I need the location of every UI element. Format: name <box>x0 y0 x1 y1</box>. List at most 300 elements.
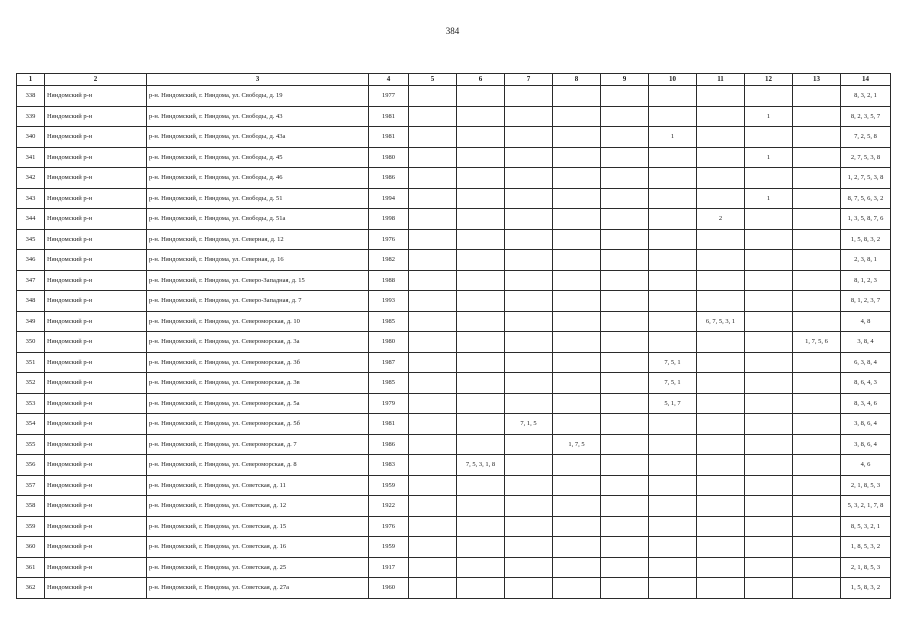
col12-cell <box>745 393 793 414</box>
col6-cell <box>457 496 505 517</box>
col5-cell <box>409 475 457 496</box>
address-cell: р-н. Няндомский, г. Няндома, ул. Свободы, д. 43а <box>147 127 369 148</box>
address-cell: р-н. Няндомский, г. Няндома, ул. Североморская, д. 3б <box>147 352 369 373</box>
col14-cell: 7, 2, 5, 8 <box>841 127 891 148</box>
col12-cell <box>745 86 793 107</box>
col14-cell: 3, 8, 6, 4 <box>841 414 891 435</box>
col13-cell <box>793 106 841 127</box>
table-row <box>17 516 891 537</box>
district-cell: Няндомский р-н <box>45 332 147 353</box>
col13-cell <box>793 209 841 230</box>
table-row <box>17 168 891 189</box>
col10-cell <box>649 537 697 558</box>
col10-cell: 5, 1, 7 <box>649 393 697 414</box>
col10-cell <box>649 86 697 107</box>
col7-cell <box>505 188 553 209</box>
address-cell: р-н. Няндомский, г. Няндома, ул. Советская, д. 16 <box>147 537 369 558</box>
col10-cell <box>649 455 697 476</box>
col7-cell <box>505 537 553 558</box>
col7-cell <box>505 475 553 496</box>
col14-cell: 4, 8 <box>841 311 891 332</box>
district-cell: Няндомский р-н <box>45 106 147 127</box>
col9-cell <box>601 229 649 250</box>
district-cell: Няндомский р-н <box>45 147 147 168</box>
col11-cell <box>697 332 745 353</box>
col9-cell <box>601 516 649 537</box>
address-cell: р-н. Няндомский, г. Няндома, ул. Советская, д. 12 <box>147 496 369 517</box>
row-number-cell: 341 <box>17 147 45 168</box>
col7-cell <box>505 393 553 414</box>
address-cell: р-н. Няндомский, г. Няндома, ул. Североморская, д. 5б <box>147 414 369 435</box>
table-row <box>17 373 891 394</box>
col8-cell <box>553 250 601 271</box>
table-row <box>17 537 891 558</box>
column-header: 10 <box>649 74 697 86</box>
col6-cell <box>457 311 505 332</box>
district-cell: Няндомский р-н <box>45 188 147 209</box>
col10-cell <box>649 147 697 168</box>
table-row <box>17 332 891 353</box>
col11-cell <box>697 475 745 496</box>
col12-cell <box>745 127 793 148</box>
table-row <box>17 434 891 455</box>
col6-cell <box>457 86 505 107</box>
column-header: 7 <box>505 74 553 86</box>
col8-cell <box>553 537 601 558</box>
col7-cell <box>505 434 553 455</box>
col13-cell <box>793 373 841 394</box>
district-cell: Няндомский р-н <box>45 86 147 107</box>
col12-cell <box>745 455 793 476</box>
col14-cell: 8, 2, 3, 5, 7 <box>841 106 891 127</box>
col5-cell <box>409 434 457 455</box>
col9-cell <box>601 168 649 189</box>
row-number-cell: 352 <box>17 373 45 394</box>
table-row <box>17 209 891 230</box>
col5-cell <box>409 188 457 209</box>
row-number-cell: 347 <box>17 270 45 291</box>
col8-cell <box>553 168 601 189</box>
col13-cell <box>793 229 841 250</box>
col5-cell <box>409 373 457 394</box>
col8-cell <box>553 270 601 291</box>
col9-cell <box>601 352 649 373</box>
year-cell: 1993 <box>369 291 409 312</box>
col5-cell <box>409 393 457 414</box>
col9-cell <box>601 291 649 312</box>
col12-cell: 1 <box>745 188 793 209</box>
col12-cell <box>745 250 793 271</box>
row-number-cell: 355 <box>17 434 45 455</box>
row-number-cell: 344 <box>17 209 45 230</box>
table-row <box>17 393 891 414</box>
row-number-cell: 350 <box>17 332 45 353</box>
col5-cell <box>409 291 457 312</box>
col12-cell <box>745 332 793 353</box>
col14-cell: 3, 8, 6, 4 <box>841 434 891 455</box>
year-cell: 1959 <box>369 475 409 496</box>
col13-cell <box>793 188 841 209</box>
col14-cell: 8, 6, 4, 3 <box>841 373 891 394</box>
year-cell: 1981 <box>369 127 409 148</box>
column-header: 1 <box>17 74 45 86</box>
col14-cell: 3, 8, 4 <box>841 332 891 353</box>
address-cell: р-н. Няндомский, г. Няндома, ул. Советская, д. 25 <box>147 557 369 578</box>
district-cell: Няндомский р-н <box>45 393 147 414</box>
row-number-cell: 348 <box>17 291 45 312</box>
col5-cell <box>409 414 457 435</box>
table-row <box>17 352 891 373</box>
col8-cell <box>553 147 601 168</box>
col7-cell <box>505 229 553 250</box>
col14-cell: 8, 1, 2, 3, 7 <box>841 291 891 312</box>
col14-cell: 8, 3, 4, 6 <box>841 393 891 414</box>
district-cell: Няндомский р-н <box>45 516 147 537</box>
year-cell: 1983 <box>369 455 409 476</box>
col14-cell: 2, 3, 8, 1 <box>841 250 891 271</box>
col7-cell: 7, 1, 5 <box>505 414 553 435</box>
col6-cell <box>457 475 505 496</box>
year-cell: 1994 <box>369 188 409 209</box>
col9-cell <box>601 414 649 435</box>
table-row <box>17 147 891 168</box>
col5-cell <box>409 168 457 189</box>
col14-cell: 2, 1, 8, 5, 3 <box>841 475 891 496</box>
col12-cell: 1 <box>745 106 793 127</box>
col11-cell <box>697 229 745 250</box>
table-row <box>17 578 891 599</box>
col10-cell <box>649 516 697 537</box>
col11-cell <box>697 393 745 414</box>
year-cell: 1982 <box>369 250 409 271</box>
col14-cell: 8, 5, 3, 2, 1 <box>841 516 891 537</box>
col13-cell <box>793 168 841 189</box>
address-cell: р-н. Няндомский, г. Няндома, ул. Североморская, д. 5а <box>147 393 369 414</box>
table-row <box>17 188 891 209</box>
address-cell: р-н. Няндомский, г. Няндома, ул. Северо-Западная, д. 7 <box>147 291 369 312</box>
col14-cell: 8, 1, 2, 3 <box>841 270 891 291</box>
row-number-cell: 351 <box>17 352 45 373</box>
col11-cell <box>697 270 745 291</box>
col9-cell <box>601 106 649 127</box>
col7-cell <box>505 496 553 517</box>
col5-cell <box>409 270 457 291</box>
table-row <box>17 270 891 291</box>
year-cell: 1985 <box>369 311 409 332</box>
column-header: 6 <box>457 74 505 86</box>
col8-cell <box>553 557 601 578</box>
address-cell: р-н. Няндомский, г. Няндома, ул. Северная, д. 16 <box>147 250 369 271</box>
col12-cell <box>745 537 793 558</box>
col11-cell <box>697 373 745 394</box>
col6-cell <box>457 516 505 537</box>
col8-cell <box>553 516 601 537</box>
district-cell: Няндомский р-н <box>45 250 147 271</box>
col13-cell <box>793 352 841 373</box>
col13-cell <box>793 291 841 312</box>
col6-cell <box>457 147 505 168</box>
col12-cell <box>745 168 793 189</box>
row-number-cell: 362 <box>17 578 45 599</box>
col12-cell <box>745 496 793 517</box>
address-cell: р-н. Няндомский, г. Няндома, ул. Свободы, д. 43 <box>147 106 369 127</box>
col10-cell <box>649 270 697 291</box>
col6-cell <box>457 106 505 127</box>
col12-cell <box>745 209 793 230</box>
col9-cell <box>601 86 649 107</box>
district-cell: Няндомский р-н <box>45 229 147 250</box>
col7-cell <box>505 250 553 271</box>
col5-cell <box>409 229 457 250</box>
col11-cell <box>697 250 745 271</box>
col13-cell <box>793 475 841 496</box>
year-cell: 1979 <box>369 393 409 414</box>
col6-cell <box>457 188 505 209</box>
year-cell: 1976 <box>369 516 409 537</box>
column-header: 4 <box>369 74 409 86</box>
col6-cell <box>457 537 505 558</box>
col5-cell <box>409 557 457 578</box>
col8-cell <box>553 311 601 332</box>
column-header: 14 <box>841 74 891 86</box>
address-cell: р-н. Няндомский, г. Няндома, ул. Свободы, д. 51а <box>147 209 369 230</box>
year-cell: 1981 <box>369 106 409 127</box>
col8-cell <box>553 229 601 250</box>
address-cell: р-н. Няндомский, г. Няндома, ул. Североморская, д. 3в <box>147 373 369 394</box>
col11-cell <box>697 434 745 455</box>
district-cell: Няндомский р-н <box>45 496 147 517</box>
col9-cell <box>601 557 649 578</box>
col14-cell: 4, 6 <box>841 455 891 476</box>
col9-cell <box>601 127 649 148</box>
year-cell: 1985 <box>369 373 409 394</box>
col9-cell <box>601 209 649 230</box>
district-cell: Няндомский р-н <box>45 209 147 230</box>
col8-cell <box>553 106 601 127</box>
col7-cell <box>505 127 553 148</box>
row-number-cell: 358 <box>17 496 45 517</box>
col6-cell <box>457 168 505 189</box>
col9-cell <box>601 250 649 271</box>
table-row <box>17 106 891 127</box>
col11-cell <box>697 557 745 578</box>
col13-cell <box>793 393 841 414</box>
col7-cell <box>505 455 553 476</box>
housing-registry-table <box>16 73 891 599</box>
col12-cell <box>745 516 793 537</box>
table-row <box>17 127 891 148</box>
col13-cell <box>793 434 841 455</box>
col10-cell <box>649 475 697 496</box>
table-row <box>17 496 891 517</box>
col6-cell <box>457 414 505 435</box>
col7-cell <box>505 332 553 353</box>
col13-cell <box>793 516 841 537</box>
col7-cell <box>505 147 553 168</box>
col5-cell <box>409 250 457 271</box>
col5-cell <box>409 537 457 558</box>
col10-cell: 7, 5, 1 <box>649 373 697 394</box>
col7-cell <box>505 168 553 189</box>
col11-cell <box>697 516 745 537</box>
year-cell: 1977 <box>369 86 409 107</box>
address-cell: р-н. Няндомский, г. Няндома, ул. Советская, д. 11 <box>147 475 369 496</box>
year-cell: 1980 <box>369 332 409 353</box>
col10-cell <box>649 229 697 250</box>
col12-cell <box>745 270 793 291</box>
col7-cell <box>505 270 553 291</box>
col8-cell <box>553 86 601 107</box>
column-header: 13 <box>793 74 841 86</box>
col13-cell <box>793 455 841 476</box>
address-cell: р-н. Няндомский, г. Няндома, ул. Советская, д. 15 <box>147 516 369 537</box>
col12-cell: 1 <box>745 147 793 168</box>
col5-cell <box>409 578 457 599</box>
col9-cell <box>601 434 649 455</box>
col7-cell <box>505 106 553 127</box>
col5-cell <box>409 86 457 107</box>
col11-cell <box>697 414 745 435</box>
col14-cell: 6, 3, 8, 4 <box>841 352 891 373</box>
col11-cell <box>697 537 745 558</box>
column-header: 12 <box>745 74 793 86</box>
col14-cell: 1, 8, 5, 3, 2 <box>841 537 891 558</box>
row-number-cell: 361 <box>17 557 45 578</box>
col11-cell: 6, 7, 5, 3, 1 <box>697 311 745 332</box>
year-cell: 1988 <box>369 270 409 291</box>
table-row <box>17 311 891 332</box>
col11-cell <box>697 188 745 209</box>
col10-cell <box>649 434 697 455</box>
column-header: 9 <box>601 74 649 86</box>
year-cell: 1976 <box>369 229 409 250</box>
col14-cell: 2, 7, 5, 3, 8 <box>841 147 891 168</box>
district-cell: Няндомский р-н <box>45 557 147 578</box>
col11-cell: 2 <box>697 209 745 230</box>
col9-cell <box>601 393 649 414</box>
col14-cell: 1, 5, 8, 3, 2 <box>841 578 891 599</box>
address-cell: р-н. Няндомский, г. Няндома, ул. Свободы, д. 19 <box>147 86 369 107</box>
address-cell: р-н. Няндомский, г. Няндома, ул. Свободы, д. 46 <box>147 168 369 189</box>
row-number-cell: 354 <box>17 414 45 435</box>
col10-cell <box>649 311 697 332</box>
col10-cell <box>649 168 697 189</box>
table-row <box>17 475 891 496</box>
col12-cell <box>745 557 793 578</box>
address-cell: р-н. Няндомский, г. Няндома, ул. Советская, д. 27а <box>147 578 369 599</box>
district-cell: Няндомский р-н <box>45 475 147 496</box>
column-header: 8 <box>553 74 601 86</box>
district-cell: Няндомский р-н <box>45 311 147 332</box>
col10-cell <box>649 332 697 353</box>
col6-cell <box>457 250 505 271</box>
col13-cell <box>793 311 841 332</box>
row-number-cell: 353 <box>17 393 45 414</box>
col8-cell <box>553 373 601 394</box>
col11-cell <box>697 168 745 189</box>
year-cell: 1960 <box>369 578 409 599</box>
year-cell: 1959 <box>369 537 409 558</box>
col6-cell <box>457 270 505 291</box>
col14-cell: 1, 3, 5, 8, 7, 6 <box>841 209 891 230</box>
col5-cell <box>409 209 457 230</box>
year-cell: 1917 <box>369 557 409 578</box>
col14-cell: 5, 3, 2, 1, 7, 8 <box>841 496 891 517</box>
col10-cell <box>649 557 697 578</box>
col6-cell: 7, 5, 3, 1, 8 <box>457 455 505 476</box>
row-number-cell: 342 <box>17 168 45 189</box>
col12-cell <box>745 578 793 599</box>
year-cell: 1980 <box>369 147 409 168</box>
col10-cell <box>649 578 697 599</box>
col6-cell <box>457 434 505 455</box>
row-number-cell: 346 <box>17 250 45 271</box>
col8-cell <box>553 127 601 148</box>
col11-cell <box>697 578 745 599</box>
row-number-cell: 359 <box>17 516 45 537</box>
table-row <box>17 557 891 578</box>
col9-cell <box>601 455 649 476</box>
col12-cell <box>745 414 793 435</box>
col7-cell <box>505 352 553 373</box>
col5-cell <box>409 106 457 127</box>
table-row <box>17 86 891 107</box>
col11-cell <box>697 127 745 148</box>
column-header: 5 <box>409 74 457 86</box>
col11-cell <box>697 106 745 127</box>
col12-cell <box>745 373 793 394</box>
district-cell: Няндомский р-н <box>45 373 147 394</box>
col6-cell <box>457 352 505 373</box>
col13-cell <box>793 147 841 168</box>
col10-cell <box>649 250 697 271</box>
col13-cell <box>793 557 841 578</box>
col13-cell <box>793 537 841 558</box>
col11-cell <box>697 455 745 476</box>
col14-cell: 1, 2, 7, 5, 3, 8 <box>841 168 891 189</box>
col8-cell <box>553 393 601 414</box>
district-cell: Няндомский р-н <box>45 168 147 189</box>
address-cell: р-н. Няндомский, г. Няндома, ул. Северо-Западная, д. 15 <box>147 270 369 291</box>
year-cell: 1986 <box>369 434 409 455</box>
col9-cell <box>601 311 649 332</box>
col11-cell <box>697 352 745 373</box>
col9-cell <box>601 537 649 558</box>
col14-cell: 8, 3, 2, 1 <box>841 86 891 107</box>
col6-cell <box>457 291 505 312</box>
col6-cell <box>457 229 505 250</box>
table-row <box>17 250 891 271</box>
district-cell: Няндомский р-н <box>45 434 147 455</box>
col6-cell <box>457 127 505 148</box>
col5-cell <box>409 352 457 373</box>
district-cell: Няндомский р-н <box>45 537 147 558</box>
address-cell: р-н. Няндомский, г. Няндома, ул. Североморская, д. 10 <box>147 311 369 332</box>
address-cell: р-н. Няндомский, г. Няндома, ул. Североморская, д. 3а <box>147 332 369 353</box>
col12-cell <box>745 229 793 250</box>
col10-cell <box>649 291 697 312</box>
row-number-cell: 343 <box>17 188 45 209</box>
col8-cell <box>553 209 601 230</box>
year-cell: 1987 <box>369 352 409 373</box>
col11-cell <box>697 291 745 312</box>
col6-cell <box>457 332 505 353</box>
col9-cell <box>601 270 649 291</box>
col13-cell: 1, 7, 5, 6 <box>793 332 841 353</box>
table-row <box>17 455 891 476</box>
col14-cell: 2, 1, 8, 5, 3 <box>841 557 891 578</box>
col5-cell <box>409 496 457 517</box>
